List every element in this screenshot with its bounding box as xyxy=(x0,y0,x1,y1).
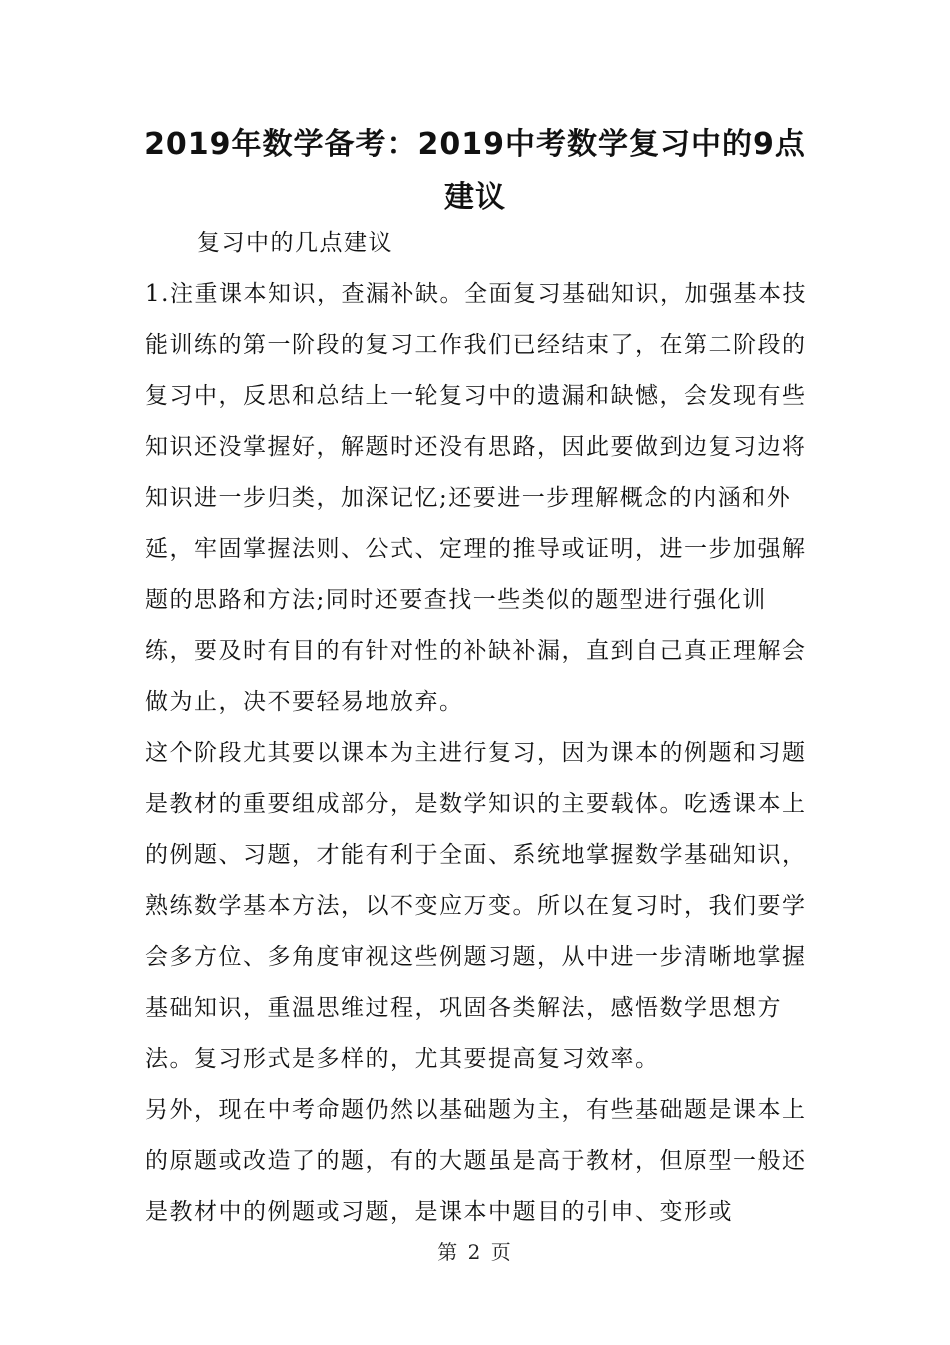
paragraph-1: 1.注重课本知识，查漏补缺。全面复习基础知识，加强基本技能训练的第一阶段的复习工作我们已经结束了，在第二阶段的复习中，反思和总结上一轮复习中的遗漏和缺憾，会发现有些知识还没掌握好，解题时还没有思路，因此要做到边复习边将知识进一步归类，加深记忆;还要进一步理解概念的内涵和外延，牢固掌握法则、公式、定理的推导或证明，进一步加强解题的思路和方法;同时还要查找一些类似的题型进行强化训练，要及时有目的有针对性的补缺补漏，直到自己真正理解会做为止，决不要轻易地放弃。 xyxy=(145,281,807,715)
document-body xyxy=(145,218,813,1238)
paragraph-3: 另外，现在中考命题仍然以基础题为主，有些基础题是课本上的原题或改造了的题，有的大题虽是高于教材，但原型一般还是教材中的例题或习题，是课本中题目的引申、变形或 xyxy=(145,1097,807,1225)
document-title: 2019年数学备考：2019中考数学复习中的9点建议 xyxy=(144,127,806,215)
section-subheading: 复习中的几点建议 xyxy=(197,230,393,256)
paragraph-2: 这个阶段尤其要以课本为主进行复习，因为课本的例题和习题是教材的重要组成部分，是数学知识的主要载体。吃透课本上的例题、习题，才能有利于全面、系统地掌握数学基础知识，熟练数学基本方法，以不变应万变。所以在复习时，我们要学会多方位、多角度审视这些例题习题，从中进一步清晰地掌握基础知识，重温思维过程，巩固各类解法，感悟数学思想方法。复习形式是多样的，尤其要提高复习效率。 xyxy=(145,740,807,1072)
page-number: 第 2 页 xyxy=(437,1240,513,1264)
